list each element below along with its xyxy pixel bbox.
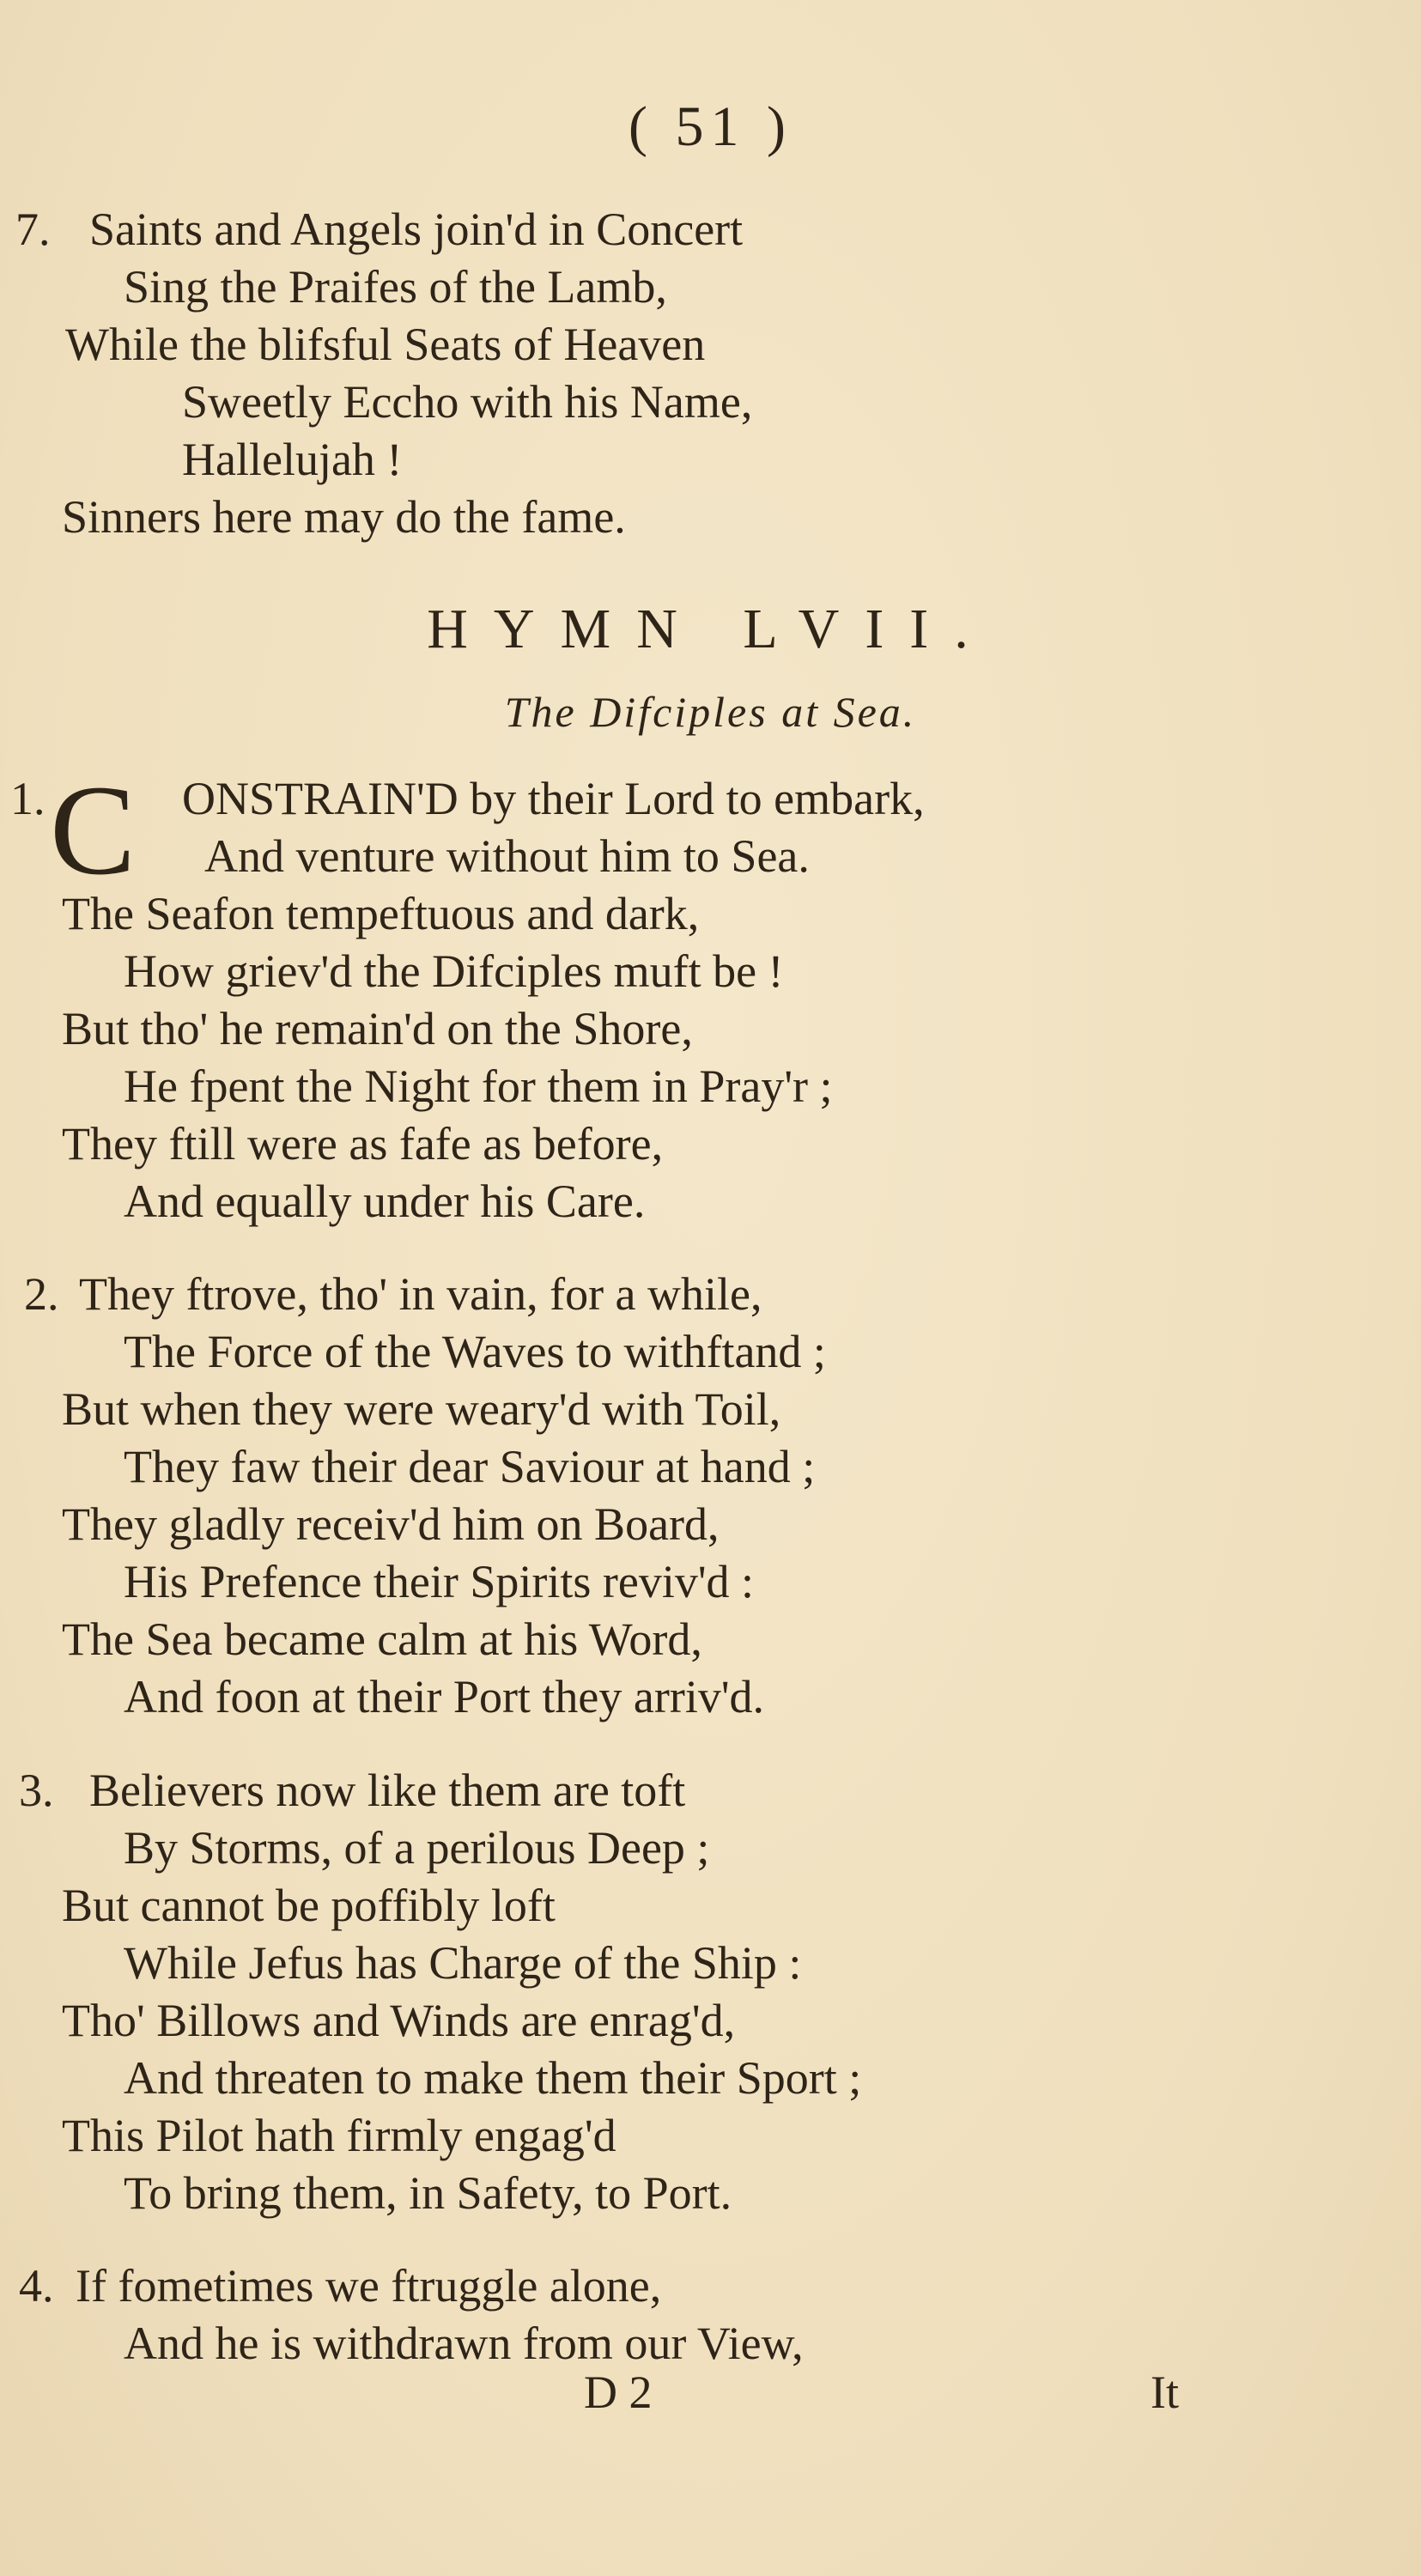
stanza-7-line-4: Sweetly Eccho with his Name, — [182, 376, 753, 428]
stanza-2-line-2: The Force of the Waves to withftand ; — [124, 1326, 826, 1377]
stanza-7-line-3: While the blifsful Seats of Heaven — [65, 319, 706, 370]
stanza-2-line-7: The Sea became calm at his Word, — [62, 1613, 702, 1665]
stanza-2-number: 2. — [24, 1268, 59, 1320]
hymn-title: HYMN LVII. — [427, 598, 994, 660]
hymn-subtitle: The Difciples at Sea. — [504, 688, 917, 736]
stanza-2-line-8: And foon at their Port they arriv'd. — [124, 1671, 765, 1722]
stanza-3-line-1: Believers now like them are toft — [89, 1765, 686, 1816]
stanza-3-line-5: Tho' Billows and Winds are enrag'd, — [62, 1995, 736, 2046]
stanza-4-number: 4. — [19, 2260, 54, 2312]
stanza-3-line-7: This Pilot hath firmly engag'd — [62, 2110, 616, 2161]
stanza-7-line-1: Saints and Angels join'd in Concert — [89, 204, 744, 255]
stanza-3-line-8: To bring them, in Safety, to Port. — [124, 2167, 732, 2219]
stanza-3-line-6: And threaten to make them their Sport ; — [124, 2052, 862, 2104]
stanza-1-line-5: But tho' he remain'd on the Shore, — [62, 1003, 693, 1054]
stanza-3-number: 3. — [19, 1765, 54, 1816]
stanza-2-line-5: They gladly receiv'd him on Board, — [62, 1498, 720, 1550]
stanza-1-number: 1. — [10, 773, 46, 824]
stanza-7-line-5: Hallelujah ! — [182, 434, 403, 485]
stanza-2-line-3: But when they were weary'd with Toil, — [62, 1383, 781, 1435]
stanza-1-line-2: And venture without him to Sea. — [204, 830, 810, 882]
stanza-1-line-8: And equally under his Care. — [124, 1176, 646, 1227]
stanza-7-line-2: Sing the Praifes of the Lamb, — [124, 261, 667, 313]
stanza-3-line-2: By Storms, of a perilous Deep ; — [124, 1822, 710, 1874]
stanza-1-line-1: ONSTRAIN'D by their Lord to embark, — [182, 773, 925, 824]
stanza-1-line-7: They ftill were as fafe as before, — [62, 1118, 664, 1170]
stanza-4-line-1: If fometimes we ftruggle alone, — [76, 2260, 662, 2312]
catchword: It — [1151, 2366, 1179, 2418]
stanza-2-line-4: They faw their dear Saviour at hand ; — [124, 1441, 816, 1492]
stanza-3-line-4: While Jefus has Charge of the Ship : — [124, 1937, 802, 1989]
stanza-4-line-2: And he is withdrawn from our View, — [124, 2318, 804, 2369]
stanza-1-line-6: He fpent the Night for them in Pray'r ; — [124, 1060, 833, 1112]
stanza-2-line-1: They ftrove, tho' in vain, for a while, — [79, 1268, 762, 1320]
stanza-7-number: 7. — [15, 204, 51, 255]
stanza-1-line-3: The Seafon tempeftuous and dark, — [62, 888, 700, 939]
stanza-7-line-6: Sinners here may do the fame. — [62, 491, 626, 543]
stanza-3-line-3: But cannot be poffibly loft — [62, 1880, 556, 1931]
stanza-2-line-6: His Prefence their Spirits reviv'd : — [124, 1556, 755, 1607]
stanza-1-line-4: How griev'd the Difciples muft be ! — [124, 945, 784, 997]
drop-cap: C — [50, 759, 137, 902]
page-number: ( 51 ) — [629, 95, 792, 158]
signature-mark: D 2 — [584, 2366, 653, 2418]
